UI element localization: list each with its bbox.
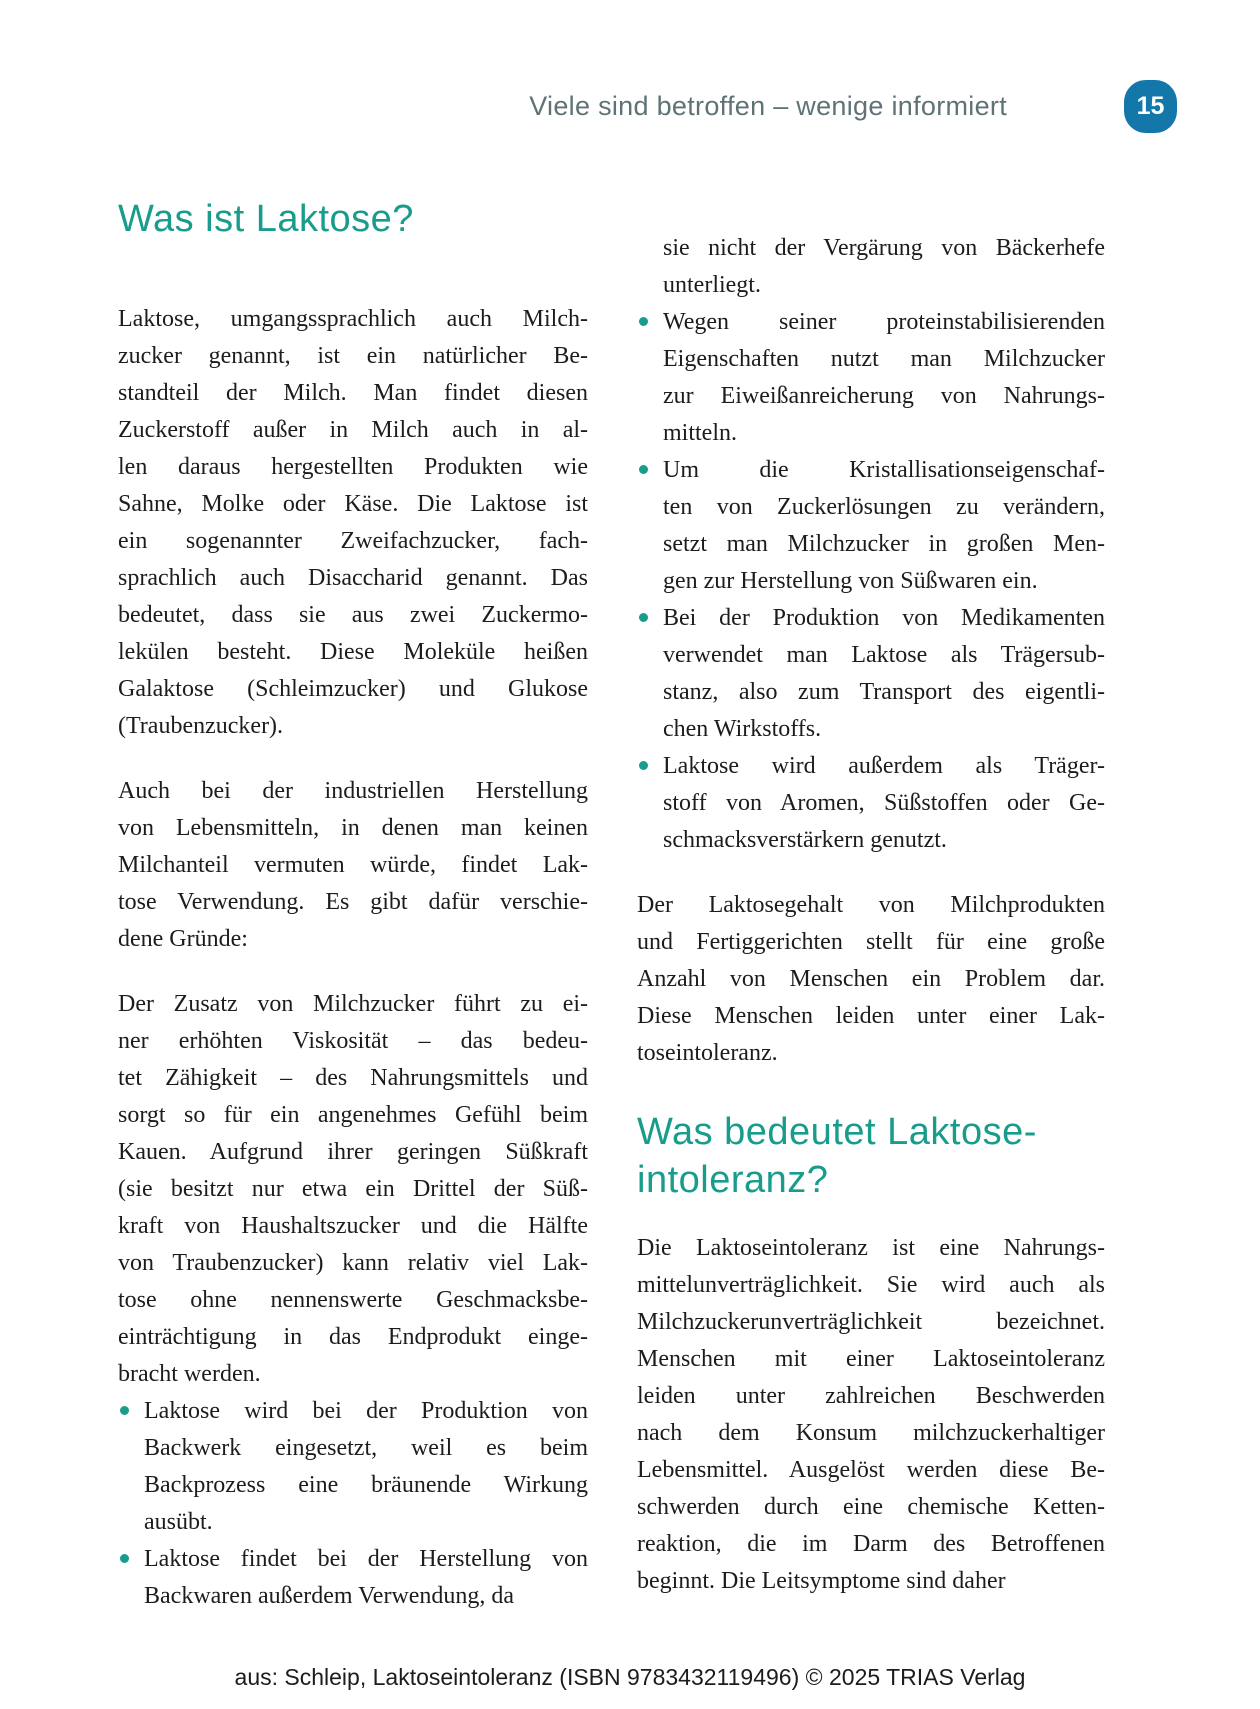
text-line: Menschen mit einer Laktoseintoleranz (637, 1346, 1105, 1372)
text-line: schmacksverstärkern genutzt. (663, 827, 947, 853)
bullet-item (118, 1541, 588, 1615)
bullet-item (637, 304, 1105, 452)
text-line: tose Verwendung. Es gibt dafür verschie- (118, 889, 588, 915)
text-line: von Lebensmitteln, in denen man keinen (118, 815, 588, 841)
bullet-continuation (637, 230, 1105, 304)
bullet-icon (639, 613, 648, 622)
bullet-icon (639, 761, 648, 770)
text-line: Bei der Produktion von Medikamenten (663, 605, 1105, 631)
text-line: standteil der Milch. Man findet diesen (118, 380, 588, 406)
text-line: sprachlich auch Disaccharid genannt. Das (118, 565, 588, 591)
text-line: schwerden durch eine chemische Ketten- (637, 1494, 1105, 1520)
bullet-icon (120, 1406, 129, 1415)
text-line: Laktose wird bei der Produktion von (144, 1398, 588, 1424)
heading-line: Was ist Laktose? (118, 198, 414, 240)
text-line: bracht werden. (118, 1361, 261, 1387)
bullet-item (637, 452, 1105, 600)
text-line: Galaktose (Schleimzucker) und Glukose (118, 676, 588, 702)
running-title: Viele sind betroffen – wenige informiert (529, 91, 1007, 121)
text-line: gen zur Herstellung von Süßwaren ein. (663, 568, 1038, 594)
text-line: Diese Menschen leiden unter einer Lak- (637, 1003, 1105, 1029)
text-line: toseintoleranz. (637, 1040, 778, 1066)
text-line: stoff von Aromen, Süßstoffen oder Ge- (663, 790, 1105, 816)
text-line: zucker genannt, ist ein natürlicher Be- (118, 343, 588, 369)
bullet-item (637, 600, 1105, 748)
text-line: ausübt. (144, 1509, 213, 1535)
text-line: Backwerk eingesetzt, weil es beim (144, 1435, 588, 1461)
text-line: sorgt so für ein angenehmes Gefühl beim (118, 1102, 588, 1128)
text-line: reaktion, die im Darm des Betroffenen (637, 1531, 1105, 1557)
text-line: Lebensmittel. Ausgelöst werden diese Be- (637, 1457, 1105, 1483)
text-line: (Traubenzucker). (118, 713, 284, 739)
page-header (0, 80, 1177, 133)
text-line: leiden unter zahlreichen Beschwerden (637, 1383, 1105, 1409)
text-line: setzt man Milchzucker in großen Men- (663, 531, 1105, 557)
text-line: Zuckerstoff außer in Milch auch in al- (118, 417, 588, 443)
section-heading (118, 195, 588, 243)
paragraph (118, 301, 588, 745)
text-line: Auch bei der industriellen Herstellung (118, 778, 588, 804)
copyright-footer: aus: Schleip, Laktoseintoleranz (ISBN 9783432119496) © 2025 TRIAS Verlag (234, 1664, 1026, 1690)
page-number-badge: 15 (1124, 80, 1177, 133)
bullet-icon (120, 1554, 129, 1563)
text-line: mitteln. (663, 420, 737, 446)
text-line: stanz, also zum Transport des eigentli- (663, 679, 1105, 705)
text-line: ten von Zuckerlösungen zu verändern, (663, 494, 1105, 520)
text-line: tose ohne nennenswerte Geschmacksbe- (118, 1287, 588, 1313)
text-line: Die Laktoseintoleranz ist eine Nahrungs- (637, 1235, 1105, 1261)
text-line: chen Wirkstoffs. (663, 716, 822, 742)
text-line: Wegen seiner proteinstabilisierenden (663, 309, 1105, 335)
text-line: unterliegt. (663, 272, 761, 298)
text-line: beginnt. Die Leitsymptome sind daher (637, 1568, 1006, 1594)
text-line: Milchzuckerunverträglichkeit bezeichnet. (637, 1309, 1105, 1335)
text-line: Der Zusatz von Milchzucker führt zu ei- (118, 991, 588, 1017)
text-line: Eigenschaften nutzt man Milchzucker (663, 346, 1105, 372)
text-line: kraft von Haushaltszucker und die Hälfte (118, 1213, 588, 1239)
text-line: len daraus hergestellten Produkten wie (118, 454, 588, 480)
text-line: Backwaren außerdem Verwendung, da (144, 1583, 515, 1609)
paragraph (637, 887, 1105, 1072)
bullet-icon (639, 465, 648, 474)
text-line: Sahne, Molke oder Käse. Die Laktose ist (118, 491, 588, 517)
text-line: Laktose findet bei der Herstellung von (144, 1546, 588, 1572)
text-line: von Traubenzucker) kann relativ viel Lak- (118, 1250, 588, 1276)
text-line: nach dem Konsum milchzuckerhaltiger (637, 1420, 1105, 1446)
text-line: bedeutet, dass sie aus zwei Zuckermo- (118, 602, 588, 628)
bullet-item (637, 748, 1105, 859)
text-line: Der Laktosegehalt von Milchprodukten (637, 892, 1105, 918)
paragraph (118, 986, 588, 1393)
heading-line: Was bedeutet Laktose- (637, 1111, 1037, 1153)
text-line: mittelunverträglichkeit. Sie wird auch als (637, 1272, 1105, 1298)
text-line: Laktose wird außerdem als Träger- (663, 753, 1105, 779)
paragraph (637, 1230, 1105, 1600)
text-line: einträchtigung in das Endprodukt einge- (118, 1324, 588, 1350)
section-heading (637, 1108, 1105, 1204)
text-line: ein sogenannter Zweifachzucker, fach- (118, 528, 588, 554)
text-line: Anzahl von Menschen ein Problem dar. (637, 966, 1105, 992)
left-text-column (118, 195, 588, 1615)
text-line: verwendet man Laktose als Trägersub- (663, 642, 1105, 668)
text-line: ner erhöhten Viskosität – das bedeu- (118, 1028, 588, 1054)
text-line: Milchanteil vermuten würde, findet Lak- (118, 852, 588, 878)
text-line: Kauen. Aufgrund ihrer geringen Süßkraft (118, 1139, 588, 1165)
paragraph (118, 773, 588, 958)
text-line: (sie besitzt nur etwa ein Drittel der Süß- (118, 1176, 588, 1202)
text-line: dene Gründe: (118, 926, 248, 952)
text-line: zur Eiweißanreicherung von Nahrungs- (663, 383, 1105, 409)
text-line: und Fertiggerichten stellt für eine große (637, 929, 1105, 955)
bullet-item (118, 1393, 588, 1541)
heading-line: intoleranz? (637, 1159, 829, 1201)
text-line: sie nicht der Vergärung von Bäckerhefe (663, 235, 1105, 261)
text-line: Laktose, umgangssprachlich auch Milch- (118, 306, 588, 332)
bullet-icon (639, 317, 648, 326)
text-line: tet Zähigkeit – des Nahrungsmittels und (118, 1065, 588, 1091)
right-text-column (637, 230, 1105, 1600)
text-line: Backprozess eine bräunende Wirkung (144, 1472, 588, 1498)
text-line: lekülen besteht. Diese Moleküle heißen (118, 639, 588, 665)
text-line: Um die Kristallisationseigenschaf- (663, 457, 1105, 483)
